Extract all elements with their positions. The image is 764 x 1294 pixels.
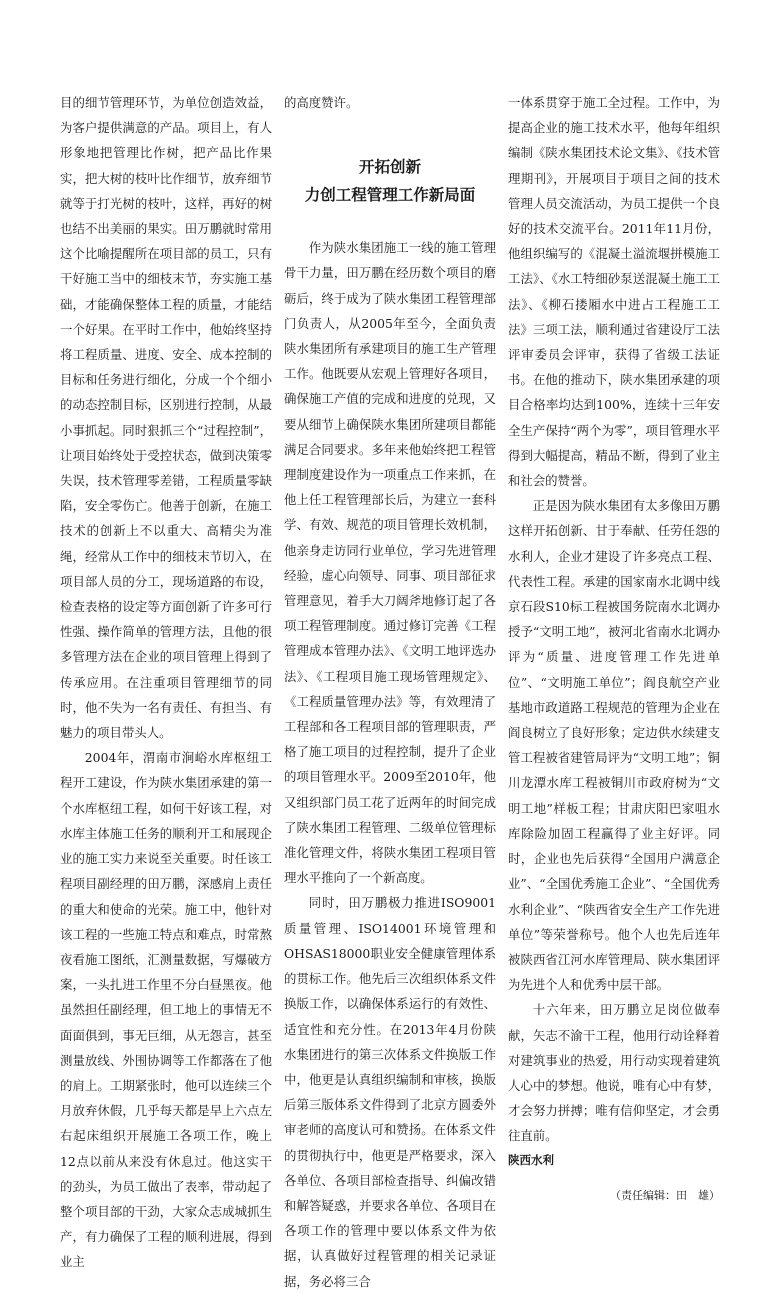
paragraph: 2004年，渭南市涧峪水库枢纽工程开工建设，作为陕水集团承建的第一个水库枢纽工程，如何干好该工程，对水库主体施工任务的顺利开工和展现企业的施工实力来说至关重要。时任该工程项目副经理的田万鹏，深感肩上责任的重大和使命的光荣。施工中，他针对该工程的一些施工特点和难点，时常熬夜看施工图纸，汇测量数据，写爆破方案，一头扎进工作里不分白昼黑夜。他虽然担任副经理，但工地上的事情无不面面俱到，事无巨细，从无怨言，甚至测量放线、外围协调等工作都落在了他的肩上。工期紧张时，他可以连续三个月放弃休假，几乎每天都是早上六点左右起床组织开展施工各项工作，晚上12点以前从来没有休息过。他这实干的劲头，为员工做出了表率，带动起了整个项目部的干劲，大家众志成城抓生产，有力确保了工程的顺利进展，得到业主: [60, 750, 272, 1270]
paragraph: 十六年来，田万鹏立足岗位做奉献，矢志不渝干工程，他用行动诠释着对建筑事业的热爱，用行动实现着建筑人心中的梦想。他说，唯有心中有梦，才会努力拼搏；唯有信仰坚定，才会勇往直前。: [508, 1002, 720, 1144]
paragraph: 一体系贯穿于施工全过程。工作中，为提高企业的施工技术水平，他每年组织编制《陕水集团技术论文集》、《技术管理期刊》，开展项目于项目之间的技术管理人员交流活动，为员工提供一个良好的技术交流平台。2011年11月份，他组织编写的《混凝土溢流堰拼模施工工法》、《水工特细砂泵送混凝土施工工法》、《柳石搂厢水中进占工程施工工法》三项工法，顺利通过省建设厅工法评审委员会评审，获得了省级工法证书。在他的推动下，陕水集团承建的项目合格率均达到100%，连续十三年安全生产保持“两个为零”，项目管理水平得到大幅提高，精品不断，得到了业主和社会的赞誉。: [508, 95, 720, 489]
section-heading-line-2: 力创工程管理工作新局面: [304, 186, 476, 205]
section-heading-line-1: 开拓创新: [358, 158, 421, 177]
text-column-middle: [284, 90, 496, 1294]
paragraph: 正是因为陕水集团有太多像田万鹏这样开拓创新、甘于奉献、任劳任怨的水利人，企业才建设了许多亮点工程、代表性工程。承建的国家南水北调中线京石段S10标工程被国务院南水北调办授予“文明工地”，被河北省南水北调办评为“质量、进度管理工作先进单位”、“文明施工单位”；阎良航空产业基地市政道路工程规范的管理为企业在阎良树立了良好形象；定边供水续建支管工程被省建管局评为“文明工地”；铜川龙潭水库工程被铜川市政府树为“文明工地”样板工程；甘肃庆阳巴家咀水库除险加固工程赢得了业主好评。同时，企业也先后获得“全国用户满意企业”、“全国优秀施工企业”、“全国优秀水利企业”、“陕西省安全生产工作先进单位”等荣誉称号。他个人也先后连年被陕西省江河水库管理局、陕水集团评为先进个人和优秀中层干部。: [508, 498, 720, 993]
article-source: 陕西水利: [508, 1152, 554, 1167]
paragraph: 目的细节管理环节，为单位创造效益，为客户提供满意的产品。项目上，有人形象地把管理比作树，把产品比作果实，把大树的枝叶比作细节，放弃细节就等于打光树的枝叶，这样，再好的树也结不出美丽的果实。田万鹏就时常用这个比喻提醒所在项目部的员工，只有干好施工当中的细枝末节，夯实施工基础，才能确保整体工程的质量，才能结一个好果。在平时工作中，他始终坚持将工程质量、进度、安全、成本控制的目标和任务进行细化，分成一个个细小的动态控制目标，区别进行控制，从最小事抓起。同时狠抓三个“过程控制”，让项目始终处于受控状态，做到决策零失误，技术管理零差错，工程质量零缺陷，安全零伤亡。他善于创新，在施工技术的创新上不以重大、高精尖为准绳，经常从工作中的细枝末节切入，在项目部人员的分工，现场道路的布设，检查表格的设定等方面创新了许多可行性强、操作简单的管理方法，且他的很多管理方法在企业的项目管理上得到了传承应用。在注重项目管理细节的同时，他不失为一名有责任、有担当、有魅力的项目带头人。: [60, 95, 272, 741]
paragraph: 同时，田万鹏极力推进ISO9001质量管理、ISO14001环境管理和OHSAS18000职业安全健康管理体系的贯标工作。他先后三次组织体系文件换版工作，以确保体系运行的有效性、适宜性和充分性。在2013年4月份陕水集团进行的第三次体系文件换版工作中，他更是认真组织编制和审核，换版后第三版体系文件得到了北京方圆委外审老师的高度认可和赞扬。在体系文件的贯彻执行中，他更是严格要求，深入各单位、各项目部检查指导、纠偏改错和解答疑惑，并要求各单位、各项目在各项工作的管理中要以体系文件为依据，认真做好过程管理的相关记录证据，务必将三合: [284, 895, 496, 1289]
paragraph: 的高度赞许。: [284, 95, 359, 110]
editor-credit: （责任编辑：田 雄）: [610, 1188, 720, 1202]
text-column-right: [508, 90, 720, 1208]
paragraph: 作为陕水集团施工一线的施工管理骨干力量，田万鹏在经历数个项目的磨砺后，终于成为了陕水集团工程管理部门负责人，从2005年至今，全面负责陕水集团所有承建项目的施工生产管理工作。他既要从宏观上管理好各项目，确保施工产值的完成和进度的兑现，又要从细节上确保陕水集团所建项目都能满足合同要求。多年来他始终把工程管理制度建设作为一项重点工作来抓，在他上任工程管理部长后，为建立一套科学、有效、规范的项目管理长效机制，他亲身走访同行业单位，学习先进管理经验，虚心向领导、同事、项目部征求管理意见，着手大刀阔斧地修订起了各项工程管理制度。通过修订完善《工程管理成本管理办法》、《文明工地评选办法》、《工程项目施工现场管理规定》、《工程质量管理办法》等，有效理清了工程部和各工程项目部的管理职责，严格了施工项目的过程控制，提升了企业的项目管理水平。2009至2010年，他又组织部门员工花了近两年的时间完成了陕水集团工程管理、二级单位管理标准化管理文件，将陕水集团工程项目管理水平推向了一个新高度。: [284, 240, 496, 886]
text-column-left: [60, 90, 272, 1275]
section-heading: [284, 153, 496, 209]
